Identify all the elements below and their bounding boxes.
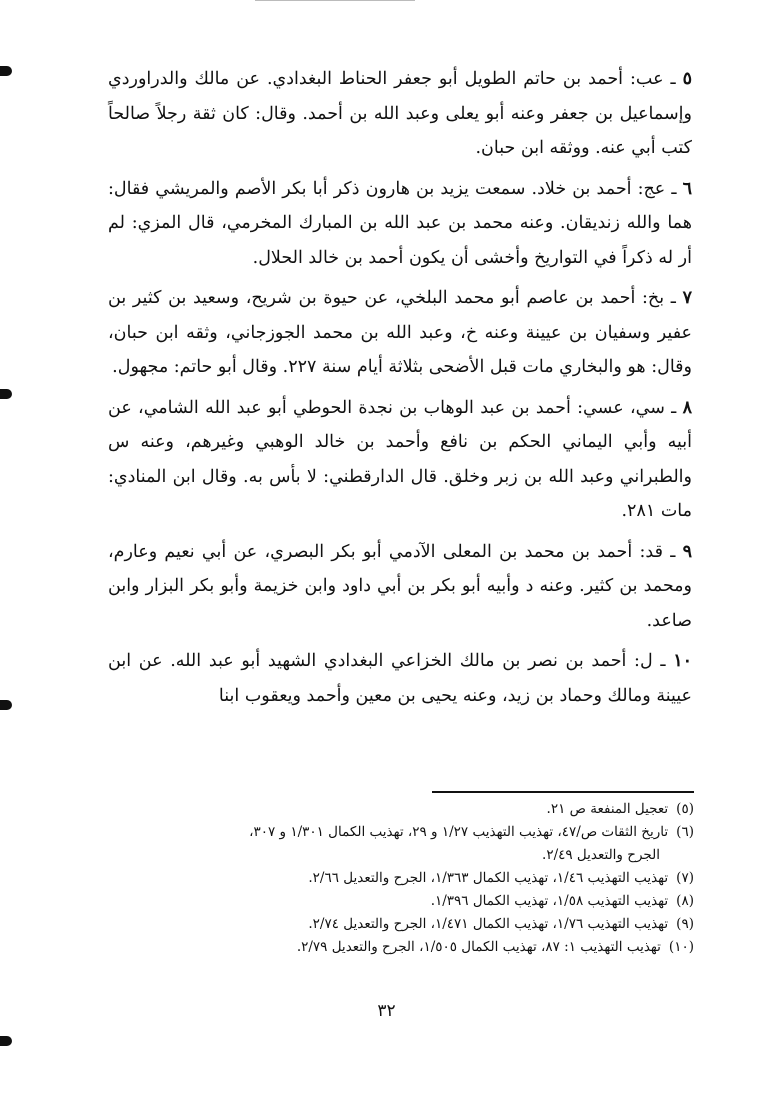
margin-mark — [0, 66, 12, 76]
footnote-text: تاريخ الثقات ص/٤٧، تهذيب التهذيب ١/٢٧ و ٢٩، تهذيب الكمال ١/٣٠١ و ٣٠٧، — [249, 824, 669, 840]
footnote — [90, 821, 694, 844]
margin-mark — [0, 700, 12, 710]
entry-text: ـ ل: أحمد بن نصر بن مالك الخزاعي البغدادي الشهيد أبو عبد الله. عن ابن عيينة ومالك وحماد بن زيد، وعنه يحيى بن معين وأحمد ويعقوب ابنا — [108, 651, 692, 706]
top-edge-line — [255, 0, 415, 1]
footnote-label: (٩) — [676, 916, 694, 932]
entry-number: ١٠ — [673, 651, 692, 671]
entry — [108, 535, 692, 639]
entry — [108, 172, 692, 276]
footnote — [90, 913, 694, 936]
footnote — [90, 890, 694, 913]
entry-text: ـ عج: أحمد بن خلاد. سمعت يزيد بن هارون ذكر أبا بكر الأصم والمريشي فقال: هما والله زنديقان. وعنه محمد بن عبد الله بن المبارك المخرمي، قال المزي: لم أر له ذكراً في التواريخ وأخشى أن يكون أحمد بن خالد الحلال. — [108, 178, 692, 268]
footnote-text: تهذيب التهذيب ١/٤٦، تهذيب الكمال ١/٣٦٣، الجرح والتعديل ٢/٦٦. — [308, 870, 669, 886]
footnote-label: (٧) — [676, 870, 694, 886]
entry-number: ٨ — [682, 397, 692, 418]
entry-number: ٧ — [682, 288, 692, 308]
footnote-continuation — [90, 844, 694, 867]
margin-mark — [0, 389, 12, 399]
footnote-label: (١٠) — [668, 939, 694, 955]
margin-mark — [0, 1036, 12, 1046]
entry — [108, 62, 692, 166]
entry-text: ـ عب: أحمد بن حاتم الطويل أبو جعفر الحناط البغدادي. عن مالك والدراوردي وإسماعيل بن جعفر وعنه أبو يعلى وعبد الله بن أحمد. وقال: كان ثقة رجلاً صالحاً كتب أبي عنه. ووثقه ابن حبان. — [108, 69, 692, 158]
entry — [108, 391, 692, 529]
footnote — [90, 936, 694, 959]
entry-text: ـ سي، عسي: أحمد بن عبد الوهاب بن نجدة الحوطي أبو عبد الله الشامي، عن أبيه وأبي اليماني الحكم بن نافع وأحمد بن خالد الوهبي وغيرهم، وعنه س والطبراني وعبد الله بن زبر وخلق. قال الدارقطني: لا بأس به. وقال ابن المنادي: مات ٢٨١. — [108, 397, 692, 521]
footnote-text: تهذيب التهذيب ١/٧٦، تهذيب الكمال ١/٤٧١، الجرح والتعديل ٢/٧٤. — [308, 916, 669, 932]
footnote — [90, 867, 694, 890]
entry-text: ـ قد: أحمد بن محمد بن المعلى الآدمي أبو بكر البصري، عن أبي نعيم وعارم، ومحمد بن كثير. وعنه د وأبيه أبو بكر بن أبي داود وابن خزيمة وأبو بكر البزار وابن صاعد. — [108, 541, 692, 631]
footnote-label: (٨) — [676, 893, 694, 909]
main-text — [108, 62, 692, 719]
footnote-label: (٥) — [676, 801, 694, 817]
footnote-text: تهذيب التهذيب ١: ٨٧، تهذيب الكمال ١/٥٠٥، الجرح والتعديل ٢/٧٩. — [296, 939, 661, 955]
footnote-label: (٦) — [676, 824, 694, 840]
footnote-separator — [432, 791, 694, 793]
entry-text: ـ بخ: أحمد بن عاصم أبو محمد البلخي، عن حيوة بن شريح، وسعيد بن كثير بن عفير وسفيان بن عيينة وعنه خ، وعبد الله بن محمد الجوزجاني، وثقه ابن حبان، وقال: هو والبخاري مات قبل الأضحى بثلاثة أيام سنة ٢٢٧. وقال أبو حاتم: مجهول. — [108, 288, 692, 377]
page-number: ٣٢ — [377, 1001, 396, 1021]
entry-number: ٩ — [682, 541, 692, 562]
entry-number: ٦ — [682, 178, 692, 199]
entry-number: ٥ — [682, 69, 692, 89]
entry — [108, 281, 692, 385]
entry — [108, 644, 692, 713]
footnote-text: تعجيل المنفعة ص ٢١. — [546, 801, 669, 817]
footnote-text: الجرح والتعديل ٢/٤٩. — [542, 847, 660, 863]
footnotes — [90, 798, 694, 959]
footnote — [90, 798, 694, 821]
footnote-text: تهذيب التهذيب ١/٥٨، تهذيب الكمال ١/٣٩٦. — [430, 893, 669, 909]
